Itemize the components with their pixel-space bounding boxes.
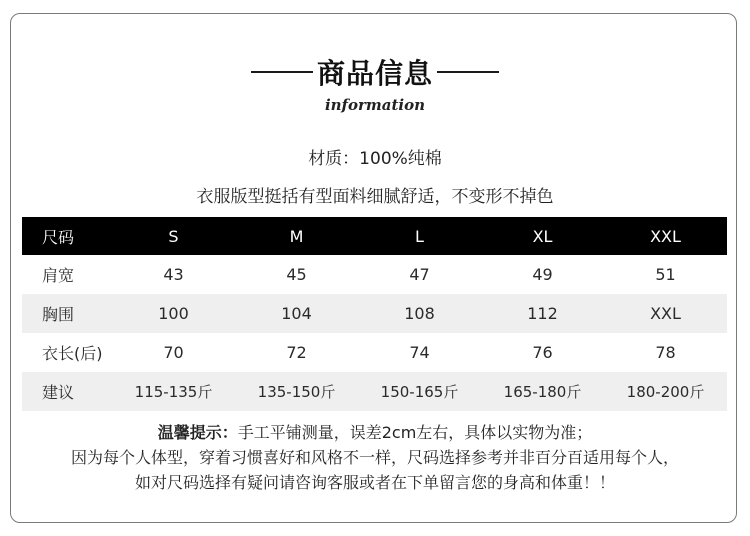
table-cell: 76: [532, 343, 553, 362]
table-cell: XXL: [650, 304, 681, 323]
size-table: [22, 217, 727, 411]
header-size-s: S: [168, 226, 179, 246]
table-cell: 49: [532, 265, 553, 284]
table-row-length: [22, 333, 727, 372]
table-cell: 43: [163, 265, 184, 284]
table-cell: 104: [281, 304, 312, 323]
note-text-1: 手工平铺测量，误差2cm左右，具体以实物为准；: [237, 423, 593, 442]
table-cell: 78: [655, 343, 676, 362]
table-cell: 115-135斤: [134, 383, 213, 401]
table-row-chest: [22, 294, 727, 333]
table-cell: 112: [527, 304, 558, 323]
table-row-shoulder: [22, 255, 727, 294]
table-cell: 100: [158, 304, 189, 323]
title-row: [0, 52, 750, 92]
note-line-3: 如对尺码选择有疑问请咨询客服或者在下单留言您的身高和体重！！: [134, 473, 615, 492]
header-size-xxl: XXL: [650, 226, 681, 246]
material-text: 材质：100%纯棉: [308, 149, 442, 169]
table-cell: 45: [286, 265, 307, 284]
table-row-recommend: [22, 372, 727, 411]
table-cell: 165-180斤: [503, 383, 582, 401]
row-label: 建议: [42, 383, 75, 402]
note-prefix: 温馨提示：: [157, 423, 238, 442]
header-size-m: M: [289, 226, 304, 246]
description-text: 衣服版型挺括有型面料细腻舒适，不变形不掉色: [196, 187, 554, 207]
table-header-row: [22, 217, 727, 255]
table-cell: 150-165斤: [380, 383, 459, 401]
row-label: 胸围: [42, 305, 75, 324]
title-left-line: [251, 71, 313, 73]
table-cell: 74: [409, 343, 430, 362]
table-cell: 70: [163, 343, 184, 362]
page-title: 商品信息: [316, 57, 433, 90]
table-cell: 72: [286, 343, 307, 362]
header-label: 尺码: [42, 227, 75, 247]
table-cell: 180-200斤: [626, 383, 705, 401]
table-cell: 108: [404, 304, 435, 323]
title-right-line: [437, 71, 499, 73]
row-label: 衣长(后): [42, 344, 103, 363]
table-cell: 47: [409, 265, 430, 284]
table-cell: 51: [655, 265, 676, 284]
header-size-l: L: [415, 226, 424, 246]
note-line-2: 因为每个人体型，穿着习惯喜好和风格不一样，尺码选择参考并非百分百适用每个人，: [70, 448, 679, 467]
header-size-xl: XL: [532, 226, 553, 246]
table-cell: 135-150斤: [257, 383, 336, 401]
row-label: 肩宽: [42, 266, 75, 285]
note-line-1: [0, 420, 750, 443]
page-subtitle: information: [324, 96, 426, 114]
